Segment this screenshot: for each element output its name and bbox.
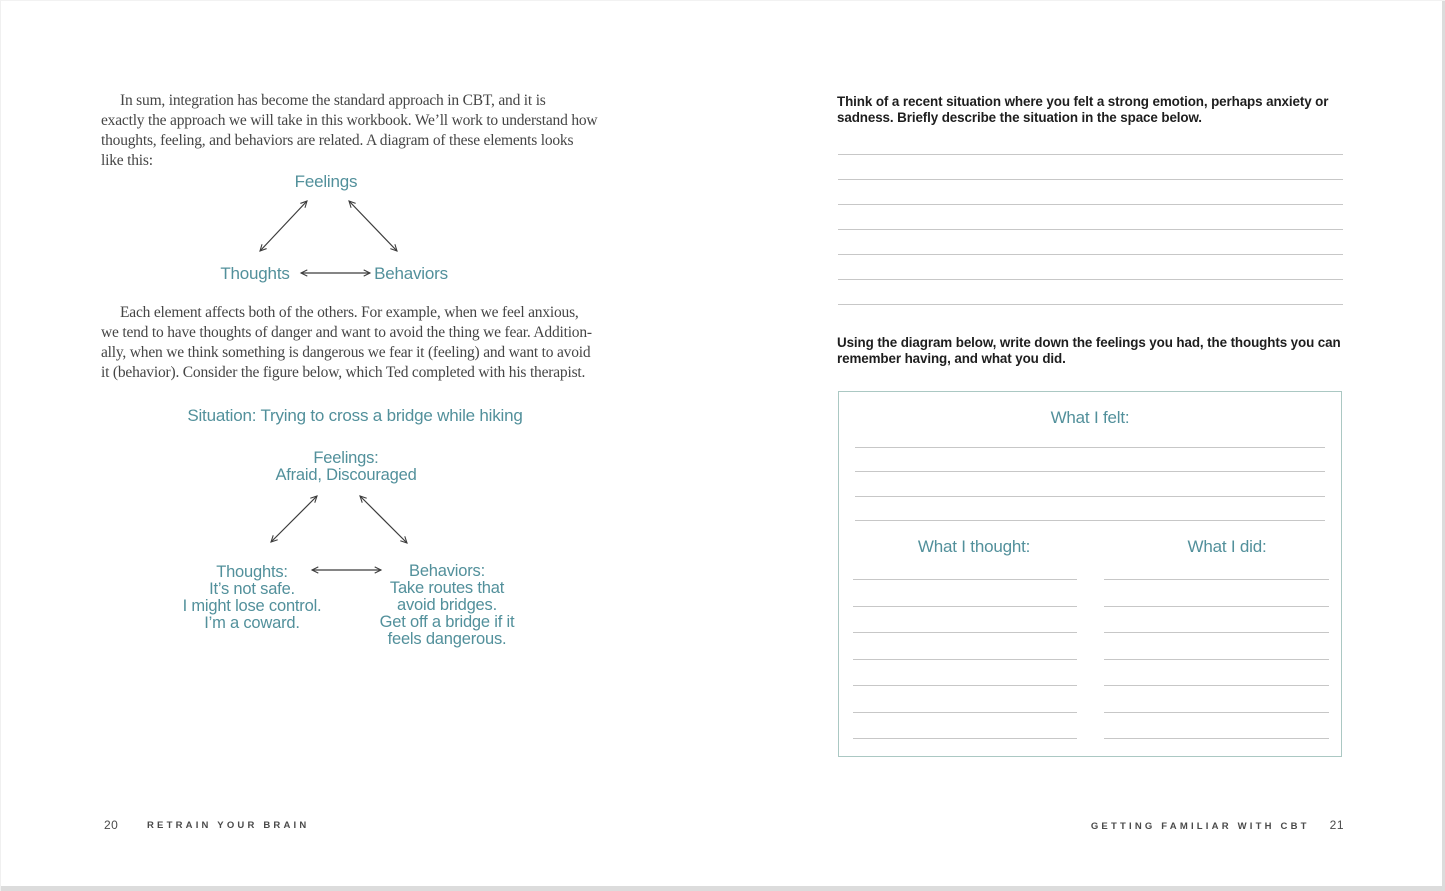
writing-line — [853, 632, 1077, 659]
writing-line — [838, 279, 1343, 304]
example-behaviors-label: Behaviors: — [409, 562, 485, 580]
right-page — [723, 1, 1445, 891]
thought-section-label: What I thought: — [917, 537, 1031, 556]
writing-line — [853, 712, 1077, 739]
writing-line — [1104, 685, 1329, 712]
double-arrow — [260, 201, 307, 251]
situation-writing-area — [838, 154, 1343, 329]
running-footer-right: GETTING FAMILIAR WITH CBT — [1090, 821, 1310, 832]
worksheet-prompt-2 — [837, 335, 1341, 367]
example-thoughts-line: I might lose control. — [182, 597, 322, 615]
body-paragraph-1 — [101, 91, 597, 171]
worksheet-box — [838, 391, 1342, 757]
paragraph-line: ally, when we think something is dangerous we fear it (feeling) and want to avoid — [101, 344, 591, 361]
paragraph-line: we tend to have thoughts of danger and want to avoid the thing we fear. Addition- — [101, 324, 592, 341]
example-thoughts-label: Thoughts: — [216, 563, 288, 581]
writing-line — [1104, 579, 1329, 606]
left-page — [1, 1, 723, 891]
writing-line — [853, 659, 1077, 686]
triangle-node-feelings: Feelings — [294, 172, 358, 191]
writing-line — [853, 738, 1077, 765]
example-behaviors-line: Get off a bridge if it — [379, 613, 515, 631]
writing-line — [838, 154, 1343, 179]
prompt-line: Think of a recent situation where you felt a strong emotion, perhaps anxiety or — [837, 94, 1329, 109]
triangle-node-thoughts: Thoughts — [220, 264, 290, 283]
writing-line — [855, 447, 1325, 471]
example-feelings-value: Afraid, Discouraged — [275, 466, 417, 484]
writing-line — [1104, 659, 1329, 686]
example-behaviors-line: avoid bridges. — [397, 596, 497, 614]
prompt-line: remember having, and what you did. — [837, 351, 1066, 366]
paragraph-line: Each element affects both of the others. For example, when we feel anxious, — [120, 304, 579, 321]
double-arrow — [349, 201, 397, 251]
felt-section-label: What I felt: — [1050, 408, 1130, 427]
writing-line — [838, 204, 1343, 229]
writing-line — [1104, 606, 1329, 633]
situation-caption: Situation: Trying to cross a bridge while hiking — [187, 406, 523, 425]
example-node-behaviors — [380, 563, 515, 648]
body-paragraph-2 — [101, 303, 592, 383]
example-node-feelings — [275, 450, 416, 484]
page-number-right: 21 — [1329, 818, 1344, 832]
writing-line — [1104, 712, 1329, 739]
worksheet-prompt-1 — [837, 94, 1328, 126]
writing-line — [838, 254, 1343, 279]
footer-right — [1091, 818, 1344, 832]
example-behaviors-line: Take routes that — [389, 579, 505, 597]
example-node-thoughts — [183, 564, 322, 632]
did-writing-area — [1104, 579, 1329, 765]
writing-line — [1104, 738, 1329, 765]
thought-writing-area — [853, 579, 1077, 765]
paragraph-line: exactly the approach we will take in this workbook. We’ll work to understand how — [101, 112, 598, 129]
prompt-line: Using the diagram below, write down the feelings you had, the thoughts you can — [837, 335, 1341, 350]
writing-line — [838, 179, 1343, 204]
paragraph-line: like this: — [101, 152, 153, 169]
example-feelings-label: Feelings: — [313, 449, 379, 467]
writing-line — [853, 579, 1077, 606]
paragraph-line: it (behavior). Consider the figure below, which Ted completed with his therapist. — [101, 364, 586, 381]
did-section-label: What I did: — [1187, 537, 1267, 556]
double-arrow — [360, 496, 407, 543]
writing-line — [853, 606, 1077, 633]
example-thoughts-line: I’m a coward. — [204, 614, 300, 632]
writing-line — [855, 471, 1325, 495]
writing-line — [855, 496, 1325, 520]
writing-line — [853, 685, 1077, 712]
felt-writing-area — [855, 447, 1325, 544]
paragraph-line: In sum, integration has become the standard approach in CBT, and it is — [120, 92, 546, 109]
writing-line — [838, 229, 1343, 254]
double-arrow — [271, 496, 317, 542]
prompt-line: sadness. Briefly describe the situation in the space below. — [837, 110, 1202, 125]
page-number-left: 20 — [104, 818, 119, 832]
writing-line — [1104, 632, 1329, 659]
running-footer-left: RETRAIN YOUR BRAIN — [147, 820, 310, 831]
writing-line — [838, 304, 1343, 329]
example-behaviors-line: feels dangerous. — [387, 630, 507, 648]
triangle-node-behaviors: Behaviors — [374, 264, 448, 283]
paragraph-line: thoughts, feeling, and behaviors are related. A diagram of these elements looks — [101, 132, 574, 149]
example-thoughts-line: It’s not safe. — [209, 580, 295, 598]
page-edge-shadow-bottom — [1, 886, 1445, 891]
